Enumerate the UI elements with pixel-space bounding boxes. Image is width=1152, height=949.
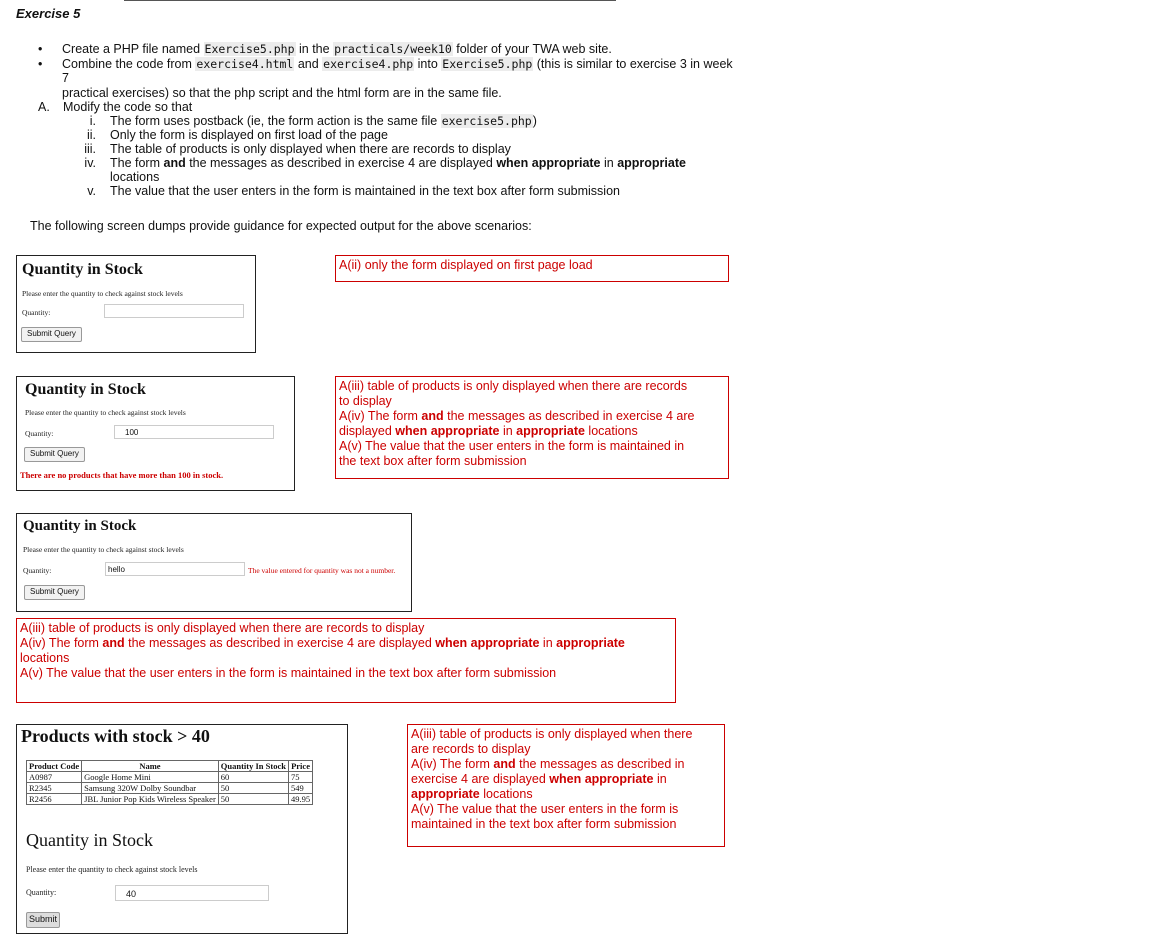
- subitem: [36, 184, 736, 198]
- text: ): [532, 114, 537, 128]
- form-instruction: Please enter the quantity to check against stock levels: [25, 408, 186, 417]
- subitem: [36, 142, 736, 156]
- text: The form: [110, 156, 164, 170]
- code-filename: Exercise5.php: [204, 42, 295, 56]
- cell-quantity: 60: [218, 772, 288, 783]
- quantity-label: Quantity:: [25, 429, 54, 438]
- table-row: [27, 783, 313, 794]
- note-conditions-a: [335, 376, 729, 479]
- form-instruction: Please enter the quantity to check against stock levels: [26, 865, 198, 874]
- form-instruction: Please enter the quantity to check against stock levels: [22, 289, 183, 298]
- column-header: Product Code: [27, 761, 82, 772]
- note-first-load: A(ii) only the form displayed on first page load: [335, 255, 729, 282]
- screenshot-invalid-number: [16, 513, 412, 612]
- note-conditions-b: [16, 618, 676, 703]
- subitem-number: iii.: [84, 142, 96, 156]
- subitem: [36, 114, 736, 128]
- guidance-text: The following screen dumps provide guidance for expected output for the above scenarios:: [30, 219, 532, 233]
- quantity-label: Quantity:: [26, 888, 57, 897]
- code-filename: Exercise5.php: [442, 56, 533, 71]
- products-heading: Products with stock > 40: [21, 726, 210, 746]
- screenshot-no-products: [16, 376, 295, 491]
- quantity-label: Quantity:: [23, 566, 52, 575]
- form-instruction: Please enter the quantity to check against stock levels: [23, 545, 184, 554]
- bullet-item: [38, 42, 738, 57]
- column-header: Name: [82, 761, 219, 772]
- screenshot-products-table: [16, 724, 348, 934]
- code-filename: exercise4.php: [323, 56, 414, 71]
- quantity-input[interactable]: 100: [114, 425, 274, 439]
- form-title: Quantity in Stock: [25, 381, 146, 398]
- text-bold: and: [163, 156, 186, 170]
- text: Combine the code from: [62, 56, 196, 71]
- submit-query-button[interactable]: Submit Query: [24, 447, 85, 462]
- note-line: A(iii) table of products is only displayed when there are records to display: [20, 621, 425, 635]
- note-line: appropriate locations: [411, 787, 533, 801]
- screenshot-first-load: [16, 255, 256, 353]
- text: in the: [295, 42, 334, 56]
- modify-subitems: [36, 114, 736, 198]
- text: The table of products is only displayed when there are records to display: [110, 142, 511, 156]
- text: in: [600, 156, 618, 170]
- note-conditions-c: [407, 724, 725, 847]
- exercise-title: Exercise 5: [16, 6, 81, 21]
- modify-heading: [38, 100, 192, 114]
- code-folder: practicals/week10: [334, 42, 452, 56]
- instruction-bullets: [38, 42, 738, 100]
- submit-button[interactable]: Submit: [26, 912, 60, 928]
- note-line: to display: [339, 394, 392, 408]
- note-line: locations: [20, 651, 70, 665]
- note-line: A(v) The value that the user enters in the form is maintained in: [339, 439, 685, 453]
- text: The value that the user enters in the form is maintained in the text box after form submission: [110, 184, 620, 198]
- top-rule: [124, 0, 616, 1]
- subitem-number: v.: [87, 184, 96, 198]
- text: and: [294, 56, 323, 71]
- table-header-row: [27, 761, 313, 772]
- cell-price: 549: [288, 783, 312, 794]
- not-a-number-message: The value entered for quantity was not a number.: [248, 566, 396, 575]
- cell-name: Google Home Mini: [82, 772, 219, 783]
- submit-query-button[interactable]: Submit Query: [24, 585, 85, 600]
- table-row: [27, 794, 313, 805]
- products-table: [26, 760, 313, 805]
- text: Modify the code so that: [63, 100, 193, 114]
- cell-quantity: 50: [218, 794, 288, 805]
- column-header: Price: [288, 761, 312, 772]
- note-line: are records to display: [411, 742, 531, 756]
- text: practical exercises) so that the php script and the html form are in the same file.: [62, 85, 502, 100]
- text: Create a PHP file named: [62, 42, 204, 56]
- cell-quantity: 50: [218, 783, 288, 794]
- bullet-item: [38, 57, 738, 101]
- quantity-input[interactable]: 40: [115, 885, 269, 901]
- list-letter: A.: [38, 100, 50, 114]
- subitem: [36, 156, 736, 184]
- quantity-input[interactable]: hello: [105, 562, 245, 576]
- quantity-input[interactable]: [104, 304, 244, 318]
- note-line: A(iv) The form and the messages as described in exercise 4 are: [339, 409, 695, 423]
- note-line: A(iv) The form and the messages as described in: [411, 757, 685, 771]
- cell-price: 49.95: [288, 794, 312, 805]
- text: the messages as described in exercise 4 are displayed: [185, 156, 497, 170]
- text: into: [414, 56, 442, 71]
- cell-product-code: R2456: [27, 794, 82, 805]
- cell-name: Samsung 320W Dolby Soundbar: [82, 783, 219, 794]
- code-filename: exercise4.html: [196, 56, 294, 71]
- text: locations: [110, 170, 160, 184]
- note-line: A(v) The value that the user enters in the form is: [411, 802, 679, 816]
- note-line: A(v) The value that the user enters in the form is maintained in the text box after form submission: [20, 666, 557, 680]
- form-title: Quantity in Stock: [23, 518, 137, 534]
- note-line: exercise 4 are displayed when appropriate in: [411, 772, 667, 786]
- note-line: A(iii) table of products is only displayed when there are records: [339, 379, 688, 393]
- text-bold: when appropriate: [496, 156, 601, 170]
- cell-price: 75: [288, 772, 312, 783]
- form-title: Quantity in Stock: [22, 261, 143, 278]
- cell-name: JBL Junior Pop Kids Wireless Speaker: [82, 794, 219, 805]
- text: (this is similar to exercise 3 in week 7: [62, 56, 733, 85]
- text: Only the form is displayed on first load of the page: [110, 128, 388, 142]
- subitem-number: iv.: [84, 156, 96, 170]
- column-header: Quantity In Stock: [218, 761, 288, 772]
- note-line: displayed when appropriate in appropriate locations: [339, 424, 638, 438]
- note-line: the text box after form submission: [339, 454, 527, 468]
- note-line: A(iii) table of products is only displayed when there: [411, 727, 693, 741]
- text: folder of your TWA web site.: [452, 42, 612, 56]
- cell-product-code: A0987: [27, 772, 82, 783]
- subitem: [36, 128, 736, 142]
- form-title: Quantity in Stock: [26, 830, 153, 850]
- submit-query-button[interactable]: Submit Query: [21, 327, 82, 342]
- note-line: maintained in the text box after form submission: [411, 817, 677, 831]
- table-row: [27, 772, 313, 783]
- note-line: A(iv) The form and the messages as described in exercise 4 are displayed when appropriate in appropriate: [20, 636, 625, 650]
- quantity-label: Quantity:: [22, 308, 51, 317]
- subitem-number: i.: [89, 114, 96, 128]
- code-filename: exercise5.php: [441, 114, 532, 128]
- no-products-message: There are no products that have more than 100 in stock.: [20, 470, 224, 480]
- text: The form uses postback (ie, the form action is the same file: [110, 114, 441, 128]
- cell-product-code: R2345: [27, 783, 82, 794]
- text-bold: appropriate: [617, 156, 686, 170]
- subitem-number: ii.: [86, 128, 96, 142]
